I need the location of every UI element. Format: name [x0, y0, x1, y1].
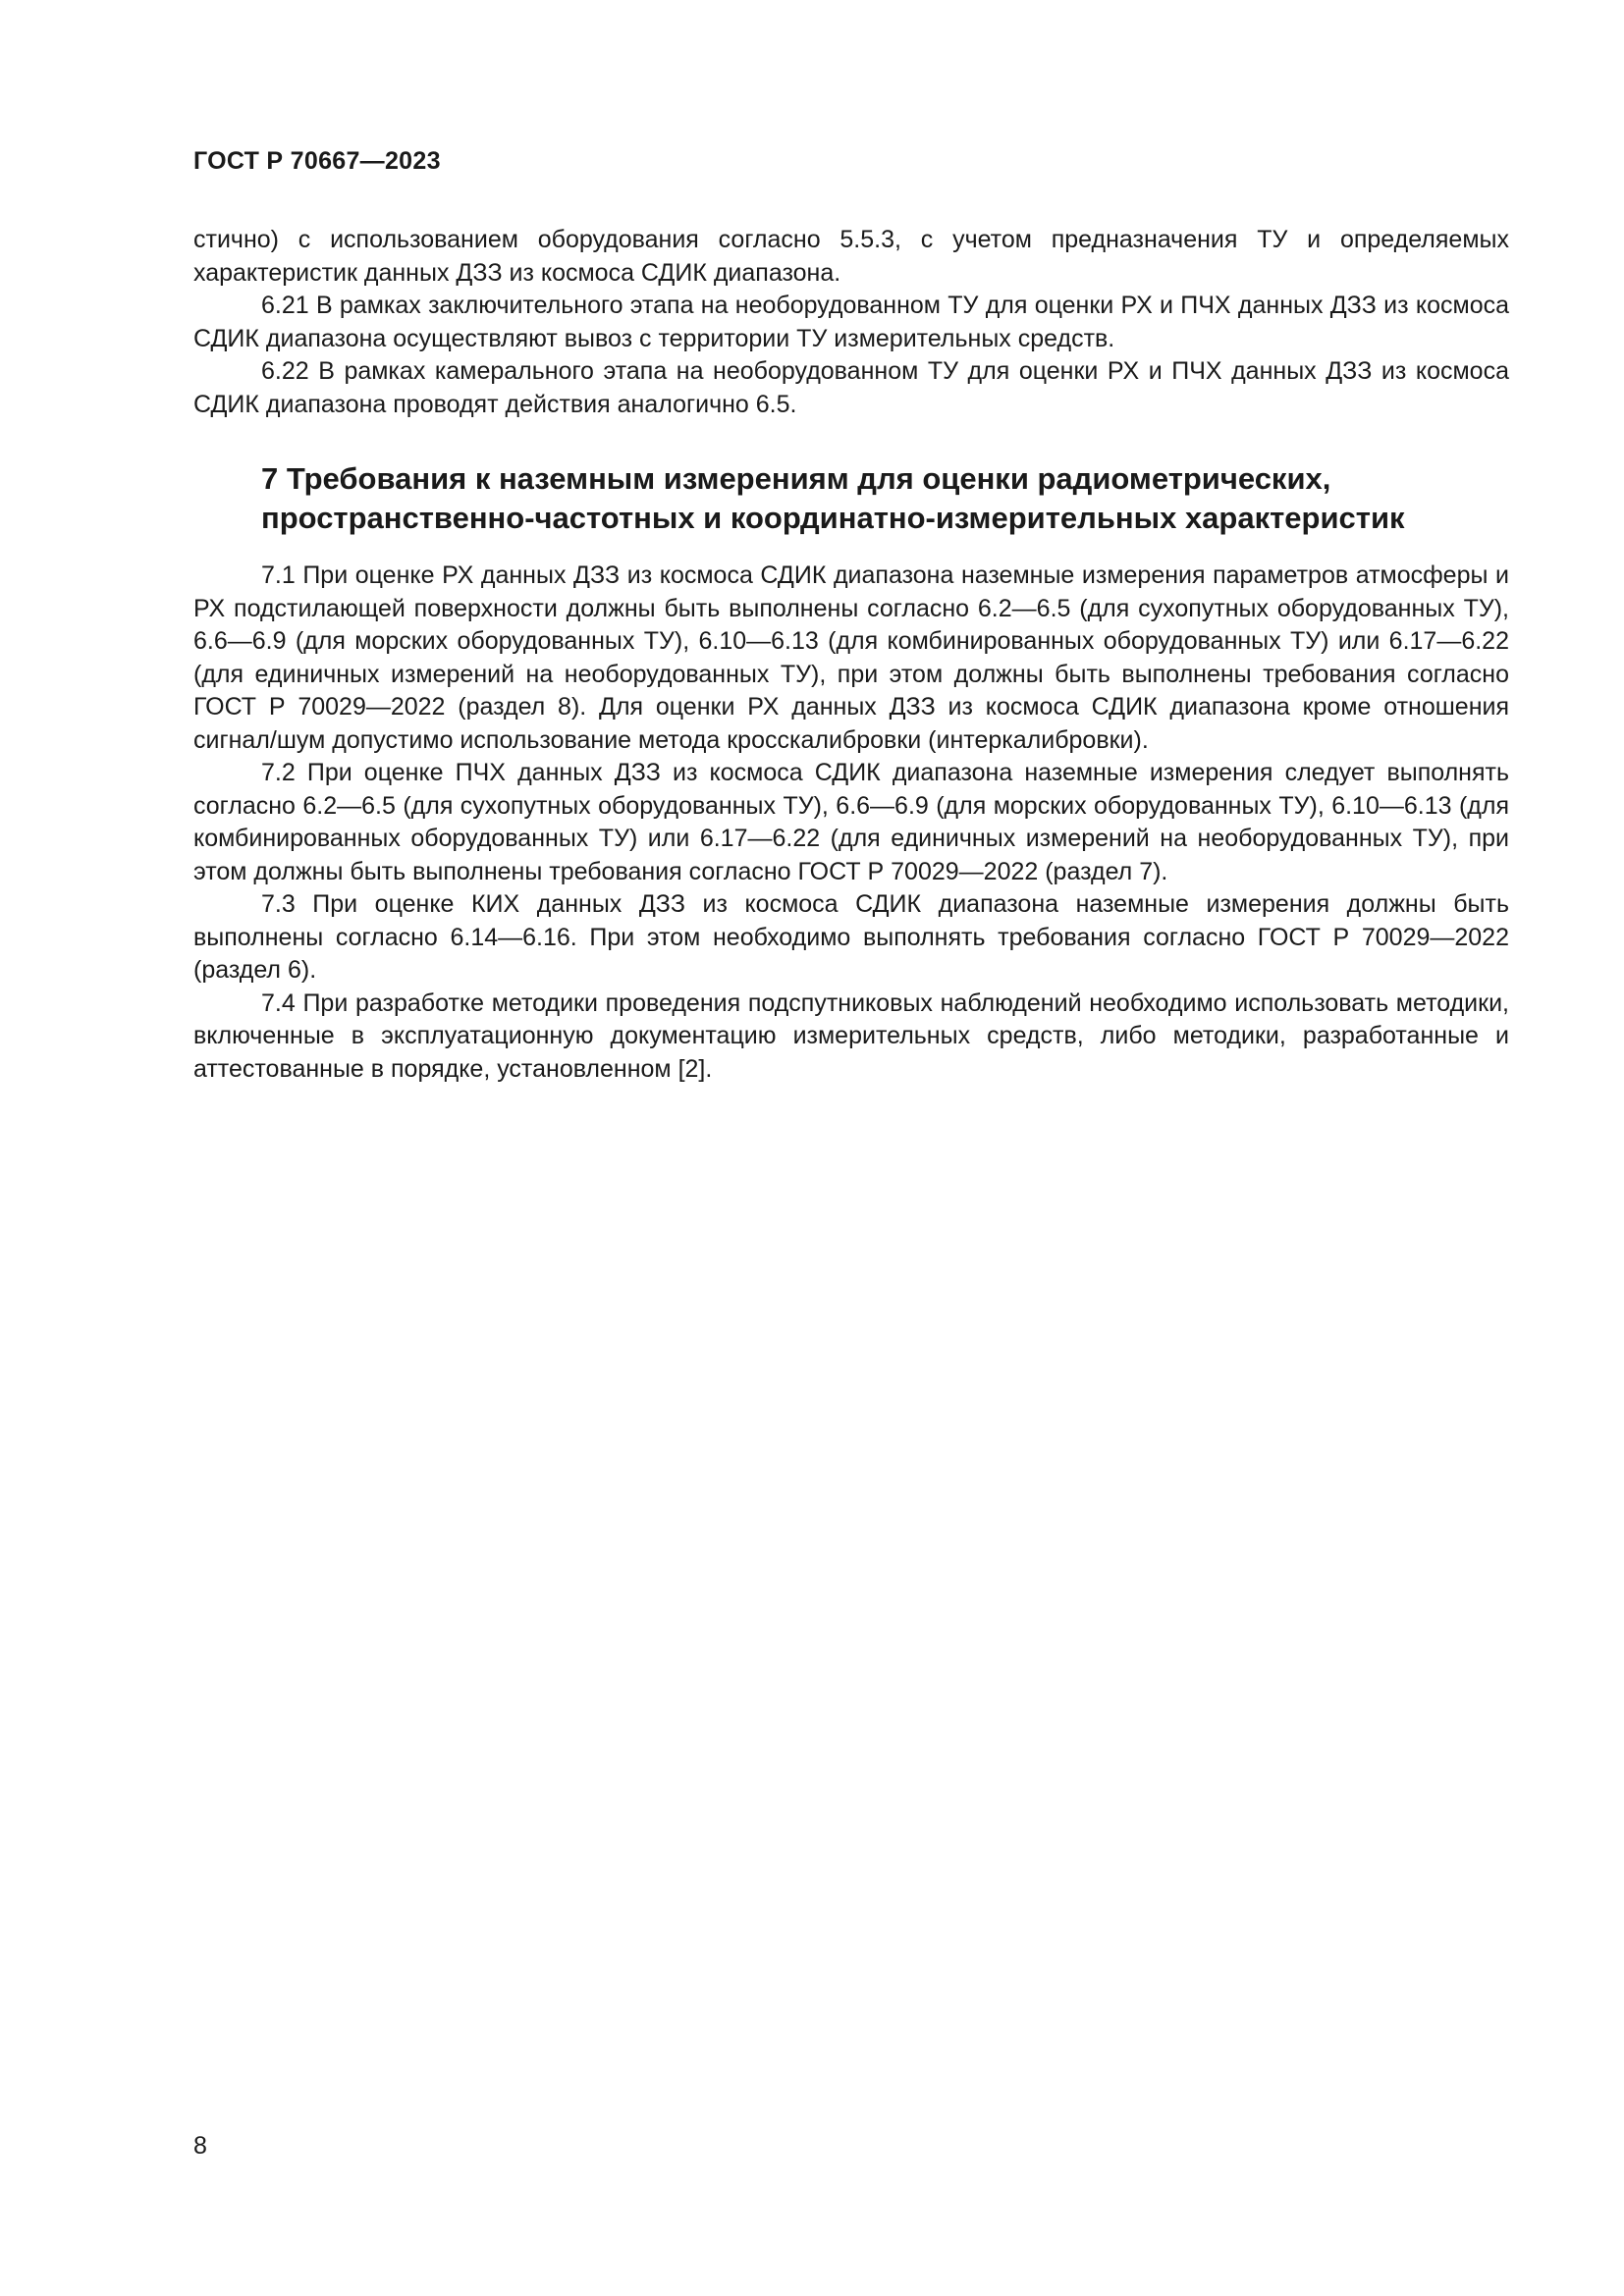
paragraph-6-21: 6.21 В рамках заключительного этапа на необорудованном ТУ для оценки РХ и ПЧХ данных ДЗЗ из космоса СДИК диапазона осуществляют вывоз с территории ТУ измерительных средств. [193, 292, 1509, 352]
section-7-body [193, 560, 1509, 1086]
paragraph-7-3: 7.3 При оценке КИХ данных ДЗЗ из космоса СДИК диапазона наземные измерения должны быть выполнены согласно 6.14—6.16. При этом необходимо выполнять требования согласно ГОСТ Р 70029—2022 (раздел 6). [193, 890, 1509, 984]
paragraph-continuation: стично) с использованием оборудования согласно 5.5.3, с учетом предназначения ТУ и определяемых характеристик данных ДЗЗ из космоса СДИК диапазона. [193, 226, 1509, 287]
paragraph-7-2: 7.2 При оценке ПЧХ данных ДЗЗ из космоса СДИК диапазона наземные измерения следует выполнять согласно 6.2—6.5 (для сухопутных оборудованных ТУ), 6.6—6.9 (для морских оборудованных ТУ), 6.10—6.13 (для комбинированных оборудованных ТУ) или 6.17—6.22 (для единичных измерений на необорудованных ТУ), при этом должны быть выполнены требования согласно ГОСТ Р 70029—2022 (раздел 7). [193, 759, 1509, 885]
page-number: 8 [193, 2132, 207, 2160]
section-6-tail [193, 224, 1509, 421]
section-7-title: 7 Требования к наземным измерениям для оценки радиометрических, пространственно-частотных и координатно-измерительных характеристик [261, 461, 1405, 535]
paragraph-6-22: 6.22 В рамках камерального этапа на необорудованном ТУ для оценки РХ и ПЧХ данных ДЗЗ из космоса СДИК диапазона проводят действия аналогично 6.5. [193, 357, 1509, 418]
paragraph-7-1: 7.1 При оценке РХ данных ДЗЗ из космоса СДИК диапазона наземные измерения параметров атмосферы и РХ подстилающей поверхности должны быть выполнены согласно 6.2—6.5 (для сухопутных оборудованных ТУ), 6.6—6.9 (для морских оборудованных ТУ), 6.10—6.13 (для комбинированных оборудованных ТУ) или 6.17—6.22 (для единичных измерений на необорудованных ТУ), при этом должны быть выполнены требования согласно ГОСТ Р 70029—2022 (раздел 8). Для оценки РХ данных ДЗЗ из космоса СДИК диапазона кроме отношения сигнал/шум допустимо использование метода кросскалибровки (интеркалибровки). [193, 561, 1509, 754]
standard-header: ГОСТ Р 70667—2023 [193, 147, 441, 175]
paragraph-7-4: 7.4 При разработке методики проведения подспутниковых наблюдений необходимо использовать методики, включенные в эксплуатационную документацию измерительных средств, либо методики, разработанные и аттестованные в порядке, установленном [2]. [193, 988, 1509, 1083]
